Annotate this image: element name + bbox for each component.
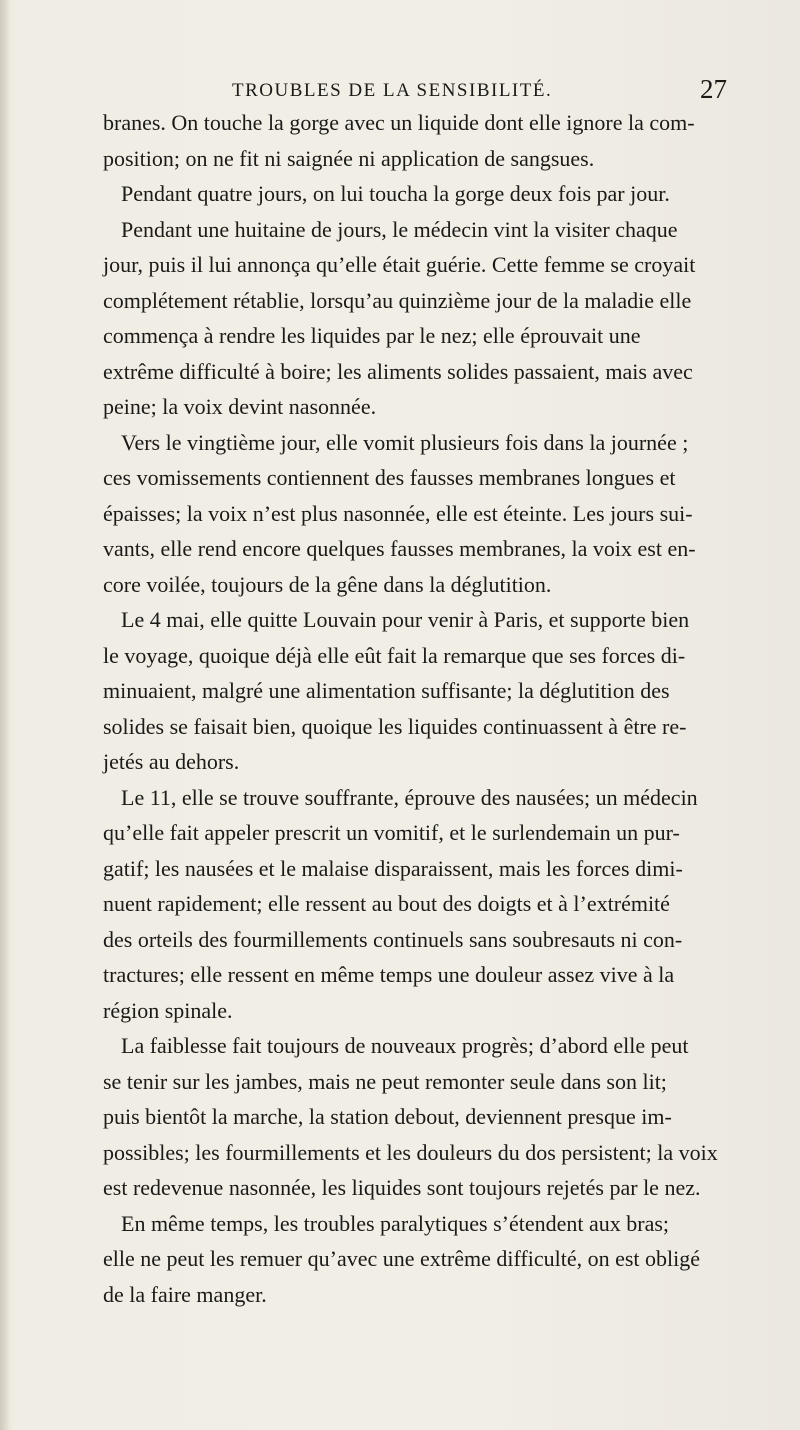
text-line: qu’elle fait appeler prescrit un vomitif, et le surlendemain un pur- [103,820,680,845]
text-line: En même temps, les troubles paralytiques s’étendent aux bras; [121,1211,670,1236]
text-line: tractures; elle ressent en même temps une douleur assez vive à la [103,962,675,987]
text-line: Pendant quatre jours, on lui toucha la gorge deux fois par jour. [121,181,670,206]
text-line: gatif; les nausées et le malaise disparaissent, mais les forces dimi- [103,856,683,881]
text-line: complétement rétablie, lorsqu’au quinzième jour de la maladie elle [103,288,692,313]
text-line: se tenir sur les jambes, mais ne peut remonter seule dans son lit; [103,1069,667,1094]
text-line: nuent rapidement; elle ressent au bout des doigts et à l’extrémité [103,891,670,916]
text-line: épaisses; la voix n’est plus nasonnée, elle est éteinte. Les jours sui- [103,501,693,526]
text-line: peine; la voix devint nasonnée. [103,394,377,419]
text-line: ces vomissements contiennent des fausses membranes longues et [103,465,676,490]
text-line: des orteils des fourmillements continuels sans soubresauts ni con- [103,927,683,952]
text-line: extrême difficulté à boire; les aliments solides passaient, mais avec [103,359,693,384]
text-line: core voilée, toujours de la gêne dans la déglutition. [103,572,552,597]
text-line: La faiblesse fait toujours de nouveaux progrès; d’abord elle peut [121,1033,689,1058]
text-line: Le 11, elle se trouve souffrante, éprouve des nausées; un médecin [121,785,698,810]
text-line: est redevenue nasonnée, les liquides sont toujours rejetés par le nez. [103,1175,701,1200]
text-line: région spinale. [103,998,233,1023]
text-line: le voyage, quoique déjà elle eût fait la remarque que ses forces di- [103,643,686,668]
page-number: 27 [700,74,727,104]
text-line: de la faire manger. [103,1282,267,1307]
text-line: position; on ne fit ni saignée ni application de sangsues. [103,146,595,171]
text-line: Le 4 mai, elle quitte Louvain pour venir à Paris, et supporte bien [121,607,690,632]
text-line: jour, puis il lui annonça qu’elle était guérie. Cette femme se croyait [103,252,696,277]
text-line: vants, elle rend encore quelques fausses membranes, la voix est en- [103,536,696,561]
text-line: minuaient, malgré une alimentation suffisante; la déglutition des [103,678,670,703]
text-line: possibles; les fourmillements et les douleurs du dos persistent; la voix [103,1140,718,1165]
text-line: Vers le vingtième jour, elle vomit plusieurs fois dans la journée ; [121,430,689,455]
text-line: puis bientôt la marche, la station debout, deviennent presque im- [103,1104,672,1129]
text-line: elle ne peut les remuer qu’avec une extrême difficulté, on est obligé [103,1246,701,1271]
text-line: Pendant une huitaine de jours, le médecin vint la visiter chaque [121,217,678,242]
running-head: TROUBLES DE LA SENSIBILITÉ. [232,80,553,101]
page-edge-shadow [0,0,10,1430]
text-line: solides se faisait bien, quoique les liquides continuassent à être re- [103,714,687,739]
text-line: jetés au dehors. [103,749,240,774]
text-line: commença à rendre les liquides par le nez; elle éprouvait une [103,323,641,348]
text-line: branes. On touche la gorge avec un liquide dont elle ignore la com- [103,110,695,135]
